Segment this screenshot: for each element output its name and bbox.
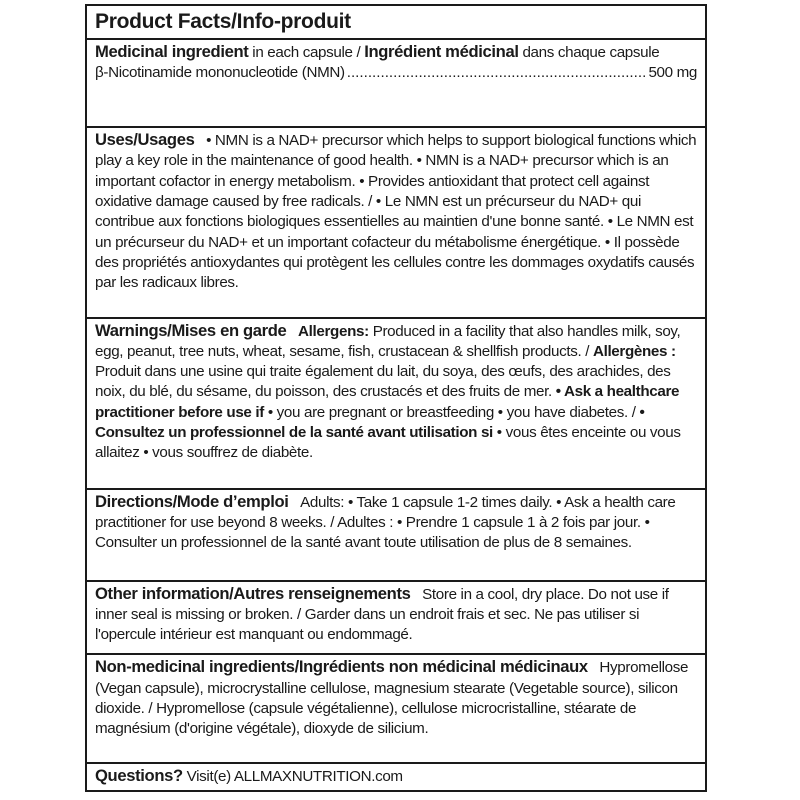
allergenes-text: Produit dans une usine qui traite également du lait, du soya, des œufs, des arachides, des noix, du blé, du sésame, du poisson, des crustacés et des fruits de mer.: [95, 363, 671, 401]
other-info-text: Store in a cool, dry place. Do not use if inner seal is missing or broken. / Garder dans un endroit frais et sec. Ne pas utiliser si l'opercule intérieur est manquant ou endommagé.: [95, 585, 669, 644]
product-facts-panel: [85, 4, 707, 792]
uses-section: [87, 126, 705, 316]
directions-heading: Directions/Mode d’emploi: [95, 491, 289, 511]
dot-leader: [347, 63, 647, 83]
allergenes-label: Allergènes :: [592, 342, 676, 360]
questions-text: Visit(e) ALLMAXNUTRITION.com: [182, 767, 403, 785]
panel-title: Product Facts/Info-produit: [87, 6, 705, 40]
ask-practitioner-label: • Ask a healthcare practitioner before use if: [95, 383, 680, 421]
questions-heading: Questions?: [95, 765, 183, 785]
ingredient-row: [95, 63, 697, 83]
non-medicinal-text: Hypromellose (Vegan capsule), microcrystalline cellulose, magnesium stearate (Vegetable source), silicon dioxide. / Hypromellose (capsule végétalienne), cellulose microcristalline, stéarate de magnésium (d'origine végétale), dioxyde de silicium.: [95, 659, 689, 738]
ask-practitioner-text: • you are pregnant or breastfeeding • you have diabetes. /: [263, 403, 640, 421]
directions-section: [87, 488, 705, 580]
medicinal-text-en: in each capsule /: [248, 44, 365, 61]
medicinal-text-fr: dans chaque capsule: [518, 44, 660, 61]
consult-text: • vous êtes enceinte ou vous allaitez • vous souffrez de diabète.: [95, 424, 681, 462]
allergens-text: Produced in a facility that also handles milk, soy, egg, peanut, tree nuts, wheat, sesame, fish, crustacean & shellfish products. /: [95, 322, 681, 360]
medicinal-ingredient-intro: [95, 42, 697, 63]
warnings-heading: Warnings/Mises en garde: [95, 320, 287, 340]
ingredient-amount: 500 mg: [648, 64, 697, 82]
uses-heading: Uses/Usages: [95, 130, 195, 150]
other-info-section: [87, 580, 705, 654]
non-medicinal-section: [87, 653, 705, 761]
directions-text: Adults: • Take 1 capsule 1-2 times daily. • Ask a health care practitioner for use beyond 8 weeks. / Adultes : • Prendre 1 capsule 1 à 2 fois par jour. • Consulter un professionnel de la santé avant toute utilisation de plus de 8 semaines.: [95, 493, 676, 552]
medicinal-heading-fr: Ingrédient médicinal: [364, 42, 519, 61]
medicinal-heading-en: Medicinal ingredient: [95, 42, 249, 61]
allergens-label: Allergens:: [298, 322, 369, 340]
other-info-heading: Other information/Autres renseignements: [95, 583, 411, 603]
non-medicinal-heading: Non-medicinal ingredients/Ingrédients non médicinal médicinaux: [95, 657, 588, 677]
warnings-section: [87, 317, 705, 488]
consult-label: • Consultez un professionnel de la santé avant utilisation si: [95, 403, 645, 442]
uses-text: • NMN is a NAD+ precursor which helps to support biological functions which play a key role in the maintenance of good health. • NMN is a NAD+ precursor which is an important cofactor in energy metabolism. • Provides antioxidant that protect cell against oxidative damage caused by free radicals. / • Le NMN est un précurseur du NAD+ qui contribue aux fonctions biologiques essentielles au maintien d'une bonne santé. • Le NMN est un précurseur du NAD+ et un important cofacteur du métabolisme énergétique. • Il possède des propriétés antioxydantes qui protègent les cellules contre les dommages oxydatifs causés par les radicaux libres.: [95, 132, 697, 292]
questions-section: [87, 762, 705, 790]
medicinal-ingredient-section: [87, 40, 705, 126]
ingredient-name: β-Nicotinamide mononucleotide (NMN): [95, 64, 345, 82]
